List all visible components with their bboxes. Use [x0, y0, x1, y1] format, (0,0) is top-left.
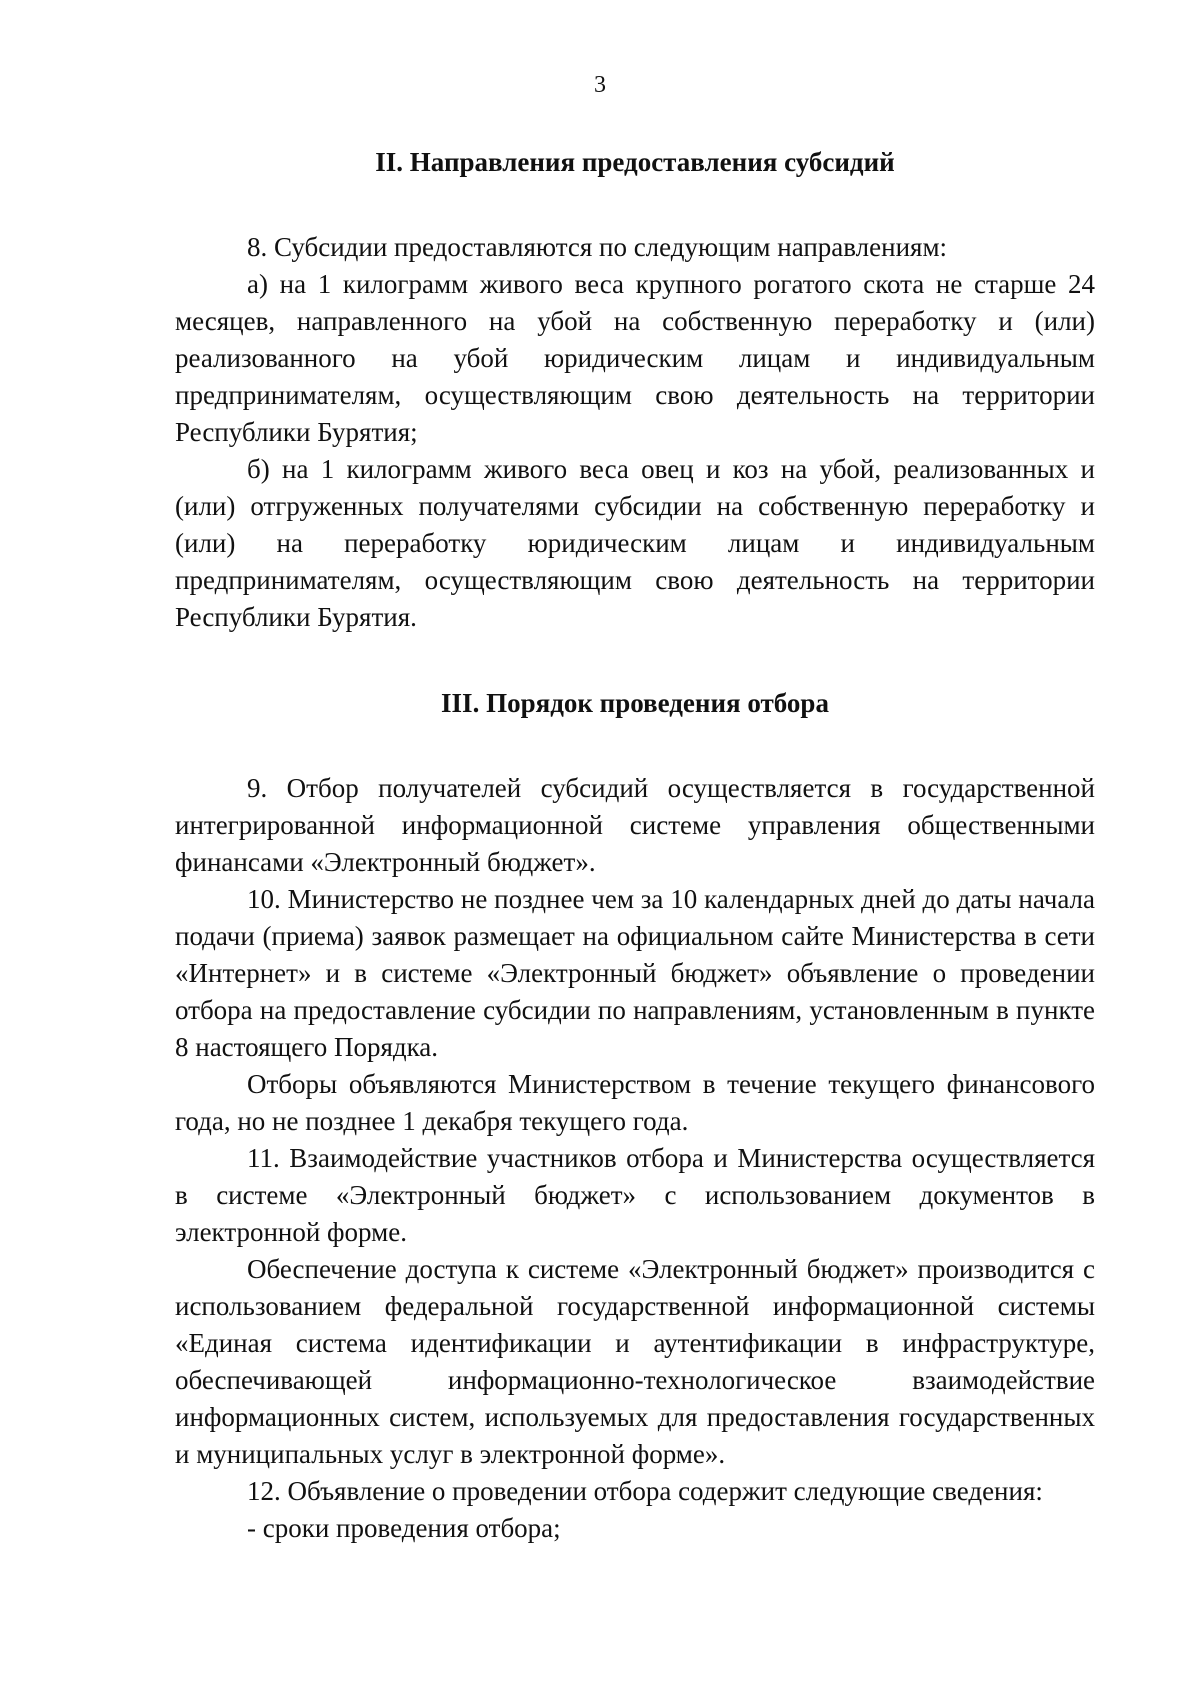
paragraph-10-selection-period: Отборы объявляются Министерством в течение текущего финансового года, но не позднее 1 декабря текущего года.: [175, 1069, 1095, 1136]
paragraph-11-access: Обеспечение доступа к системе «Электронный бюджет» производится с использованием федеральной государственной информационной системы «Единая система идентификации и аутентификации в инфраструктуре, обеспечивающей информационно-технологическое взаимодействие информационных систем, используемых для предоставления государственных и муниципальных услуг в электронной форме».: [175, 1254, 1095, 1469]
paragraph-10: 10. Министерство не позднее чем за 10 календарных дней до даты начала подачи (приема) заявок размещает на официальном сайте Министерства в сети «Интернет» и в системе «Электронный бюджет» объявление о проведении отбора на предоставление субсидии по направлениям, установленным в пункте 8 настоящего Порядка.: [175, 884, 1095, 1062]
document-body: [175, 145, 1095, 1547]
paragraph-9: 9. Отбор получателей субсидий осуществляется в государственной интегрированной информационной системе управления общественными финансами «Электронный бюджет».: [175, 773, 1095, 877]
paragraph-8: 8. Субсидии предоставляются по следующим направлениям:: [247, 232, 948, 262]
paragraph-8b: б) на 1 килограмм живого веса овец и коз на убой, реализованных и (или) отгруженных получателями субсидии на собственную переработку и (или) на переработку юридическим лицам и индивидуальным предпринимателям, осуществляющим свою деятельность на территории Республики Бурятия.: [175, 454, 1095, 632]
paragraph-11: 11. Взаимодействие участников отбора и Министерства осуществляется в системе «Электронный бюджет» с использованием документов в электронной форме.: [175, 1143, 1095, 1247]
section-3-heading: III. Порядок проведения отбора: [441, 688, 829, 718]
section-2-heading: II. Направления предоставления субсидий: [375, 147, 895, 177]
list-item-selection-dates: - сроки проведения отбора;: [247, 1513, 561, 1543]
page-number: 3: [594, 72, 606, 98]
paragraph-8a: а) на 1 килограмм живого веса крупного рогатого скота не старше 24 месяцев, направленного на убой на собственную переработку и (или) реализованного на убой юридическим лицам и индивидуальным предпринимателям, осуществляющим свою деятельность на территории Республики Бурятия;: [175, 269, 1095, 447]
paragraph-12: 12. Объявление о проведении отбора содержит следующие сведения:: [247, 1476, 1043, 1506]
